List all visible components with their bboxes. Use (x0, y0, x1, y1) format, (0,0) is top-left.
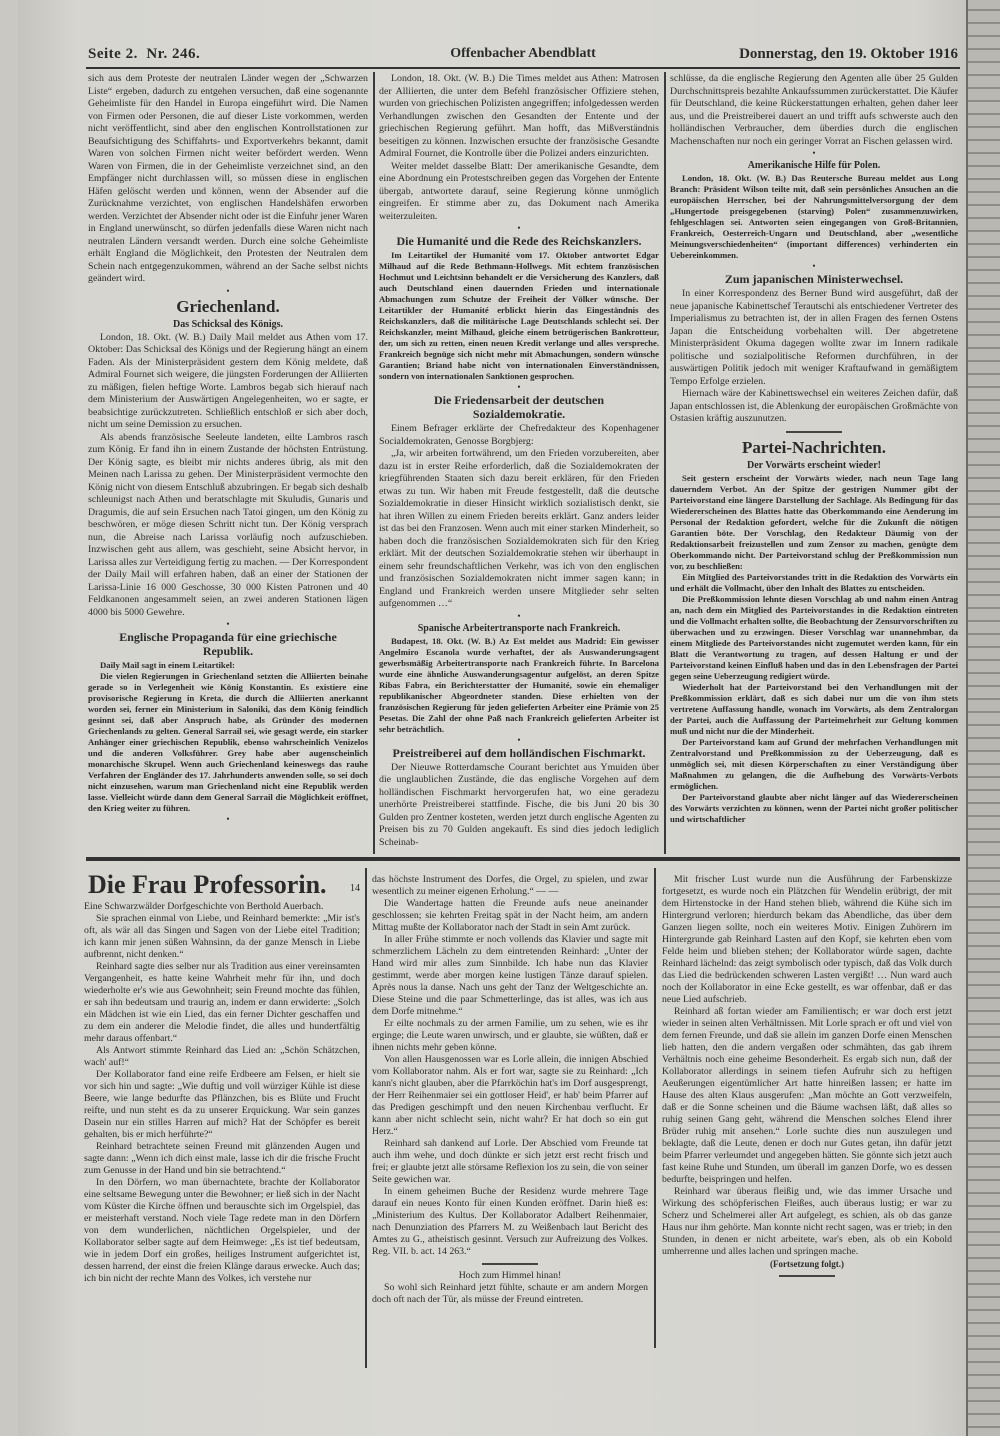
serial-title (88, 870, 360, 900)
article-paragraph: So wohl sich Reinhard jetzt fühlte, schaute er am andern Morgen doch oft nach der Tür, als müsse der Freund eintreten. (372, 1282, 648, 1305)
article-paragraph: Reinhard sah dankend auf Lorle. Der Abschied vom Freunde tat auch ihm wehe, und doch dünkte er sich jetzt erst recht frisch und frei; er glaubte jetzt alle störsame Reflexion los zu sein, die von seiner Seite gewichen war. (372, 1138, 648, 1185)
article-headline: Preistreiberei auf dem holländischen Fischmarkt. (392, 745, 646, 760)
article-paragraph: Einem Befrager erklärte der Chefredakteur des Kopenhagener Socialdemokraten, Genosse Borgbjerg: (379, 423, 659, 447)
section-separator-dot: • (517, 223, 521, 233)
article-paragraph: Budapest, 18. Okt. (W. B.) Az Est meldet aus Madrid: Ein gewisser Angelmiro Escanola wurde verhaftet, der als Auswanderungsagent gewerbsmäßig Arbeitertransporte nach Frankreich führte. In Barcelona wurde eine ähnliche Auswanderungsagentur aufgelöst, an deren Spitze Ribas Fabra, ein Berichterstatter der Humanité, sowie ein ehemaliger republikanischer Abgeordneter standen. Diese erhielten von der französischen Regierung für jeden gelieferten Arbeiter eine Prämie von 25 Pesetas. Die Zahl der ohne Paß nach Frankreich gelieferten Arbeiter ist sehr beträchtlich. (379, 635, 659, 734)
article-paragraph: Der Parteivorstand glaubte aber nicht länger auf das Wiedererscheinen des Vorwärts verzichten zu können, wenn der Partei nicht großer politischer und wirtschaftlicher (670, 791, 958, 824)
column-divider (654, 868, 656, 1348)
article-paragraph: In aller Frühe stimmte er noch vollends das Klavier und sagte mit schmerzlichem Lächeln zu dem eintretenden Reinhard: „Unter der Hand wird mir alles zum Sinnbilde. Ich habe nun das Klavier gestimmt, werde aber morgen keine lustigen Tänze darauf spielen. Après nous la danse. Nach uns geht der Tanz der Weltgeschichte an. Diese Steine und die paar Schmetterlinge, das ist alles, was ich aus dem Dorfe mitnehme.“ (372, 934, 648, 1017)
article-paragraph: Seit gestern erscheint der Vorwärts wieder, nach neun Tage lang dauerndem Verbot. An der Spitze der gestrigen Nummer gibt der Parteivorstand eine längere Darstellung der Sachlage. Als Bedingung für das Wiedererscheinen des Blattes hatte das Oberkommando eine Aenderung im Personal der Redaktion gefordert, welche für die Zukunft die nötigen Garantien böte. Der Vorschlag, den Redakteur Däumig von der Redaktionsarbeit freizustellen und zum Zensor zu machen, genügte dem Oberkommando nicht. Der Parteivorstand schlug der Preßkommission nun vor, zu beschließen: (670, 472, 958, 571)
news-column-2 (379, 73, 659, 849)
newspaper-title: Offenbacher Abendblatt (450, 46, 596, 61)
article-paragraph: Er eilte nochmals zu der armen Familie, um zu sehen, wie es ihr erginge; die Leute waren unwirsch, und er glaubte, sie wüßten, daß er ihnen nichts mehr geben könne. (372, 1018, 648, 1053)
installment-number: 14 (350, 883, 360, 894)
article-paragraph: In einer Korrespondenz des Berner Bund wird ausgeführt, daß der neue japanische Kabinettschef Terautschi als entschiedener Vertreter des Imperialismus zu betrachten ist, der in allen Fragen des fernen Ostens Japan die Entscheidung vorbehalten will. Der abgetretene Ministerpräsident Okuma dagegen wollte zwar im Innern radikale politische und sozialpolitische Reformen durchführen, in der auswärtigen Politik jedoch mit weniger Kraftaufwand in gemäßigtem Tempo Erfolge erzielen. (670, 288, 958, 387)
article-paragraph: das höchste Instrument des Dorfes, die Orgel, zu spielen, und zwar wesentlich zu meiner eigenen Erholung.“ — — (372, 874, 648, 897)
article-paragraph: London, 18. Okt. (W. B.) Die Times meldet aus Athen: Matrosen der Alliierten, die unter dem Befehl französischer Offiziere stehen, wurden von griechischen Polizisten angegriffen; infolgedessen werden Verhandlungen zwischen den Gesandten der Entente und der griechischen Regierung geführt. Man hofft, das Mißverständnis beseitigen zu können. Inzwischen ersuchte der französische Gesandte Admiral Fournet, die Kontrolle über die Polizei anders einzurichten. (379, 73, 659, 159)
article-paragraph: Reinhard war überaus fleißig und, wie das immer Ursache und Wirkung des schöpferischen Fleißes, auch überaus lustig; er war zu Scherz und Schelmerei aller Art aufgelegt, es schien, als ob das ganze Haus nur ihm gehörte. Man konnte nicht recht sagen, was er trieb; in den Stunden, in denen er nicht arbeitete, war's eben, als ob ein Kobold umherrenne und alles lachen und springen mache. (662, 1186, 952, 1257)
adjacent-page-edge (966, 0, 1000, 1436)
feuilleton-column-2 (372, 874, 648, 1306)
article-paragraph: Die vielen Regierungen in Griechenland setzten die Alliierten beinahe gerade so in Verlegenheit wie König Konstantin. Es existiere eine provisorische Regierung in Kreta, die durch die Alliierten anerkannt worden sei, ferner ein Ministerium in Saloniki, das dem König feindlich gesinnt sei, daß aber Anspruch habe, als Gründer des modernen Griechenlands zu gelten. General Sarrail sei, wie gesagt werde, ein starker Anhänger einer griechischen Republik, ebenso wahrscheinlich Venizelos und die anderen Volksführer. Grey habe aber augenscheinlich monarchische Skrupel. Wenn auch Griechenland keineswegs das rauhe Verfahren der Engländer des 17. Jahrhunderts anwenden solle, so sei doch nicht einzusehen, warum man Griechenland nicht eine Republik werden lasse. Vielleicht würde dann dem General Sarrail die Möglichkeit eröffnet, den Krieg weiter zu führen. (88, 671, 368, 813)
issue-date: Donnerstag, den 19. Oktober 1916 (739, 46, 958, 62)
article-paragraph: Der Kollaborator fand eine reife Erdbeere am Felsen, er hielt sie vor sich hin und sagte: „Wie duftig und voll würziger Kühle ist diese Beere, wie lange bedurfte das Pflänzchen, bis es Blüte und Frucht reifte, und nun steht es da zu unserer Erquickung. War sein ganzes Dasein nur ein stilles Harren auf mich? Hat der Schöpfer es bereit gehalten, bis er mich herführte?“ (84, 1069, 360, 1140)
column-divider (373, 72, 375, 854)
article-paragraph: Ein Mitglied des Parteivorstandes tritt in die Redaktion des Vorwärts ein und erhält die Vollmacht, über den Inhalt des Blattes zu entscheiden. (670, 571, 958, 593)
article-paragraph: Im Leitartikel der Humanité vom 17. Oktober antwortet Edgar Milhaud auf die Rede Bethmann-Hollwegs. Mit echtem französischen Hochmut und Leichtsinn behandelt er die Versicherung des Kanzlers, daß auch Deutschland einen dauernden Frieden und internationale Abmachungen zum Schutze der Freiheit der Völker wünsche. Der Leitartikler der Humanité erblickt hierin das Eingeständnis des Reichskanzlers, daß die militärische Lage Deutschlands schlecht sei. Der Reichskanzler, meint Milhaud, gleiche einem betrügerischen Bankrotteur, der, um sich zu retten, einen neuen Kredit verlange und alles verspreche. Frankreich begnüge sich nicht mehr mit Abmachungen, sondern wünsche Garantien; Briand habe nicht von internationalen Einverständnissen, sondern von internationalen Sanktionen gesprochen. (379, 250, 659, 381)
section-rule (786, 431, 842, 433)
section-separator-dot: • (812, 148, 816, 158)
article-paragraph: (Fortsetzung folgt.) (770, 1259, 844, 1269)
article-paragraph: In einem geheimen Buche der Residenz wurde mehrere Tage darauf ein neues Konto für einen Kunden eröffnet. Darin hieß es: „Ministerium des Kultus. Der Kollaborator Adalbert Reihenmaier, nach Denunziation des Pfarrers M. zu Weißenbach laut Bericht des Amtes zu G., atheistisch gesinnt. Versuch zur Aufreizung des Volkes. Reg. VII. b. act. 14 263.“ (372, 1186, 648, 1257)
article-paragraph: Reinhard betrachtete seinen Freund mit glänzenden Augen und sagte dann: „Wenn ich dich einst male, lasse ich dir die frische Frucht zum Genusse in der Hand und bin sie betrachtend.“ (84, 1141, 360, 1176)
article-paragraph: „Ja, wir arbeiten fortwährend, um den Frieden vorzubereiten, aber dazu ist in erster Reihe erforderlich, daß die Sozialdemokraten der kriegführenden Staaten sich dazu bereit erklären, für den Frieden etwas zu tun. Wir haben mit Freude festgestellt, daß die deutsche Sozialdemokratie in dieser Hinsicht wirklich sozialistisch denkt, sie hat ihren Willen zu einem Frieden bereits erklärt. Ganz anders leider ist das bei den Franzosen. Wenn auch mit einer starken Minderheit, so haben doch die französischen Sozialdemokraten sich für den Krieg erklärt. Mit der deutschen Sozialdemokratie stehen wir überhaupt in einem sehr freundschaftlichen Verkehr, was ich von den englischen und französischen Sozialdemokraten nicht immer sagen kann; in England und Frankreich werden unsere Mitglieder sehr selten aufgenommen …“ (379, 448, 659, 609)
article-paragraph: schlüsse, da die englische Regierung den Agenten alle über 25 Gulden Durchschnittspreis bezahlte Ankaufssummen zurückerstattet. Die Käufer für Deutschland, die keine Rückerstattungen erhalten, gehen daher leer aus, und die Preistreiberei dauert an und trifft aufs schwerste auch den holländischen Verbraucher, dem überdies durch die englischen Machenschaften nur noch ein geringer Vorrat an Fischen gelassen wird. (670, 73, 958, 147)
feuilleton-column-1 (84, 870, 360, 1285)
article-paragraph: Weiter meldet dasselbe Blatt: Der amerikanische Gesandte, dem eine Abordnung ein Protestschreiben gegen das Vorgehen der Entente übergab, antwortete darauf, seine Regierung könne unmöglich eingreifen. Er stimme aber zu, das Dokument nach Amerika weiterzuleiten. (379, 160, 659, 222)
serial-subtitle: Eine Schwarzwälder Dorfgeschichte von Berthold Auerbach. (84, 901, 324, 912)
article-headline: Englische Propaganda für eine griechische Republik. (119, 630, 337, 658)
article-paragraph: Reinhard sagte dies selber nur als Tradition aus einer vereinsamten Vergangenheit, es hatte keine Wahrheit mehr für ihn, und doch wiederholte er's wie aus Gewohnheit; sein Freund mochte das fühlen, er sah ihn bedeutsam und traurig an, indem er dann erwiderte: „Solch ein Mädchen ist wie ein Lied, das ein ferner Dichter geschaffen und zu dem ein anderer die Melodie findet, die alles und hundertfältig mehr daraus offenbart.“ (84, 961, 360, 1044)
article-paragraph: Die Preßkommission lehnte diesen Vorschlag ab und nahm einen Antrag an, nach dem ein Mitglied des Parteivorstandes in die Redaktion eintreten und die Vollmacht erhalten sollte, die Beobachtung der Zensurvorschriften zu überwachen und zu erzwingen. Dieser Vorschlag war unannehmbar, da einem Mitgliede des Parteivorstandes nicht zugemutet werden kann, für ein Blatt die Verantwortung zu tragen, auf dessen Haltung er und der Parteivorstand keinen Einfluß haben und das in den Lebensfragen der Partei gegen seine Ueberzeugung redigiert würde. (670, 593, 958, 681)
article-headline: Der Vorwärts erscheint wieder! (747, 459, 881, 471)
article-paragraph: Die Wandertage hatten die Freunde aufs neue aneinander geschlossen; sie kehrten Freitag spät in der Nacht heim, am andern Mittag mußte der Kollaborator nach der Stadt in sein Amt zurück. (372, 898, 648, 933)
page-number: Seite 2. (88, 46, 138, 62)
section-separator-dot: • (517, 382, 521, 392)
article-paragraph: Von allen Hausgenossen war es Lorle allein, die innigen Abschied vom Kollaborator nahm. Als er fort war, sagte sie zu Reinhard: „Ich kann's nicht glauben, aber die Pfarrköchin hat's im Dorf ausgesprengt, der Herr Reihenmaier sei ein gottloser Heid', er hab' beim Pfarrer auf das Predigen geschimpft und den neuen Kirchenbau verflucht. Er kann aber nicht schlecht sein, nicht wahr? Er hat doch so ein gut Herz.“ (372, 1054, 648, 1137)
article-paragraph: Reinhard aß fortan wieder am Familientisch; er war doch erst jetzt wieder in seinen alten Verhältnissen. Mit Lorle sprach er oft und viel von dem fernen Freunde, und daß sie allein im ganzen Dorfe einen Menschen lieb hatten, den die andern vergaßen oder schmähten, das gab ihrem Verhältnis noch eine geheime Besonderheit. Es ergab sich nun, daß der Kollaborator allerdings in seinem tiefen Aufruhr sich zu heftigen Aeußerungen eigentümlicher Art hatte hinreißen lassen; er hatte im Hause des alten Klaus ausgerufen: „Man möchte an Gott verzweifeln, daß er die Sonne scheinen und die Bäume wachsen läßt, daß alles so ruhig seinen Gang geht, während die Menschen solches Elend ihrer Brüder ruhig mit ansehen.“ Lorle suchte dies nun auszulegen und beklagte, daß die Leute, denen er doch nur Gutes getan, ihn dafür jetzt beim Pfarrer verleumdet und angegeben hätten. Sie gönnte sich jetzt auch fast keine Ruhe und Stunden, um überall im ganzen Dorfe, wo es dessen bedurfte, beispringen und helfen. (662, 1006, 952, 1185)
section-separator-dot: • (517, 734, 521, 745)
news-column-3 (670, 73, 958, 825)
page-header (88, 46, 958, 66)
article-paragraph: Wiederholt hat der Parteivorstand bei den Verhandlungen mit der Preßkommission erklärt, daß es sich dabei nur um die von ihm stets vertretene Auffassung handle, wonach im Vorwärts, als dem Zentralorgan der Partei, auch die Auffassung der Parteimehrheit zur Geltung kommen muß und nicht nur die der Minderheit. (670, 681, 958, 736)
article-paragraph: Der Nieuwe Rotterdamsche Courant berichtet aus Ymuiden über die unglaublichen Zustände, die das englische Vorgehen auf dem holländischen Fischmarkt hervorgerufen hat, wo eine geradezu unerhörte Preistreiberei stattfinde. Fische, die bis Juni 20 bis 30 Gulden pro Zentner kosteten, werden jetzt durch englische Agenten zu Preisen bis zu 70 Gulden angekauft. Es sind dies jedoch lediglich Scheinab- (379, 761, 659, 848)
header-rule (86, 67, 960, 69)
article-paragraph: London, 18. Okt. (W. B.) Daily Mail meldet aus Athen vom 17. Oktober: Das Schicksal des Königs und der Regierung hängt an einem Faden. Als der Ministerpräsident gestern dem König meldete, daß Admiral Fournet sich weigere, die jüngsten Forderungen der Alliierten zu mäßigen, fielen heftige Worte. Lambros begab sich hierauf nach dem Ministerium der Auswärtigen Angelegenheiten, wo er sagte, er beabsichtige zurückzutreten. Schließlich entschloß er sich aber doch, nicht um seine Demission zu ersuchen. (88, 331, 368, 430)
feuilleton-rule (86, 857, 960, 861)
section-separator-dot: • (226, 814, 230, 824)
article-paragraph: Sie sprachen einmal von Liebe, und Reinhard bemerkte: „Mir ist's oft, als wär all das Singen und Sagen von der Liebe eitel Tradition; ich kann mir jenen süßen Wahnsinn, da der ganze Mensch in Liebe aufbrennt, nicht denken.“ (84, 913, 360, 960)
article-paragraph: sich aus dem Proteste der neutralen Länder wegen der „Schwarzen Liste“ ergeben, dadurch zu entgehen versuchen, daß eine sogenannte Geheimliste für den Handel in Europa eingeführt wird. Die Namen von Firmen oder Personen, die auf dieser Liste vorkommen, werden nicht veröffentlicht, sind aber den englischen Kontrollstationen zur Beaufsichtigung des Schiffahrts- und Exportverkehrs bekannt, damit Waren von solchen Firmen nicht weiter befördert werden. Wenn Waren von Firmen, die in der Geheimliste verzeichnet sind, an den Empfänger nicht durchlassen will, so müssen diese in englischen Häfen gelöscht werden und können, wenn der Absender auf die Zurücknahme verzichtet, von englischen Handelshäfen erworben werden. Verzichtet der Absender nicht oder ist die Einfuhr jener Waren in England unerwünscht, so dürfen jedenfalls diese Waren nicht nach neutralen Ländern versandt werden. Durch eine solche Geheimliste erhält England die Möglichkeit, den Protesten der Neutralen dem Schein nach entgegenzukommen, während an der Sache selbst nichts geändert wird. (88, 73, 368, 284)
article-headline: Spanische Arbeitertransporte nach Frankreich. (417, 622, 621, 634)
article-paragraph: Der Parteivorstand kam auf Grund der mehrfachen Verhandlungen mit Zentralvorstand und Preßkommission zu der Ueberzeugung, daß es unmöglich sei, mit diesen Körperschaften zu einer Verständigung über Maßnahmen zu gelangen, die die Aufhebung des Vorwärts-Verbots ermöglichen. (670, 736, 958, 791)
article-headline: Die Friedensarbeit der deutschen Sozialdemokratie. (433, 393, 605, 421)
article-paragraph: Hoch zum Himmel hinan! (458, 1270, 562, 1281)
article-paragraph: Hiernach wäre der Kabinettswechsel ein weiteres Zeichen dafür, daß Japan entschlossen ist, die Ablenkung der europäischen Großmächte von Ostasien kräftig auszunutzen. (670, 388, 958, 424)
section-separator-dot: • (812, 261, 816, 271)
article-paragraph: Mit frischer Lust wurde nun die Ausführung der Farbenskizze fortgesetzt, es wurde noch ein Plätzchen für Wendelin erübrigt, der mit dem Hirtenstocke in der Hand stehen blieb, während die Kühe sich im Hintergrund verloren; hierdurch bekam das Abendliche, das über dem Ganzen liegen sollte, noch ein weiteres Motiv. Einigen Zuhörern im Hintergrunde gab Reinhard Lasten auf den Kopf, sie kehrten eben vom Felde heim und blieben stehen; der Kollaborator würde sagen, dachte Reinhard lächelnd: das zeigt symbolisch oder typisch, daß das Volk durch das Lied die bedrückenden schweren Lasten vergißt! … Nun ward auch noch der Kollaborator in eine Ecke gestellt, es war offenbar, daß er das neue Lied aufschrieb. (662, 874, 952, 1005)
article-paragraph: In den Dörfern, wo man übernachtete, brachte der Kollaborator eine seltsame Bewegung unter die Bewohner; er ließ sich in der Nacht vom Küster die Kirche öffnen und berauschte sich im Orgelspiel, das er meisterhaft verstand. Noch viele Tage redete man in den Dörfern von dem wunderlichen, nächtlichen Orgelspieler, und der Kollaborator selber sagte auf dem Heimwege: „Es ist tief bedeutsam, wie in jedem Dorf ein großes, heiliges Instrument aufgerichtet ist, dessen harrend, der einst die freien Klänge daraus erwecke. Auch das; ich bin nicht der rechte Mann des Volkes, ich verstehe nur (84, 1177, 360, 1284)
article-paragraph: London, 18. Okt. (W. B.) Das Reutersche Bureau meldet aus Long Branch: Präsident Wilson teilte mit, daß sein persönliches Ansuchen an die europäischen Herrscher, bei der Nahrungsmittelversorgung der dem „Hungertode preisgegebenen (starving) Polen“ zusammenzuwirken, fehlgeschlagen sei. Antworten seien eingegangen von Groß-Britannien, Frankreich, Oesterreich-Ungarn und Deutschland, aber „wesentliche Meinungsverschiedenheiten“ (important differences) verhinderten ein Uebereinkommen. (670, 173, 958, 260)
article-headline: Partei-Nachrichten. (742, 437, 886, 457)
section-separator-dot: • (226, 285, 230, 296)
column-divider (365, 868, 367, 1368)
section-rule (482, 1263, 538, 1265)
news-column-1 (88, 73, 368, 824)
section-rule (779, 1275, 835, 1277)
article-headline: Amerikanische Hilfe für Polen. (747, 160, 881, 171)
article-headline: Die Humanité und die Rede des Reichskanzlers. (396, 234, 642, 248)
article-headline: Zum japanischen Ministerwechsel. (724, 272, 904, 286)
article-paragraph: Als abends französische Seeleute landeten, eilte Lambros rasch zum König. Er fand ihn in einem Zustande der höchsten Entrüstung. Der König sagte, es bleibt mir nichts anderes übrig, als mit den Meinen nach Larissa zu gehen. Der Ministerpräsident vermochte den König nicht von diesem Entschluß abzubringen. Er begab sich deshalb schleunigst nach Athen und beratschlagte mit Skuludis, Gunaris und Dragumis, die auf sein Ersuchen nach Tatoi gingen, um den König zu beschwören, er möge diesen Schritt nicht tun. Der König versprach nun, die Abreise nach Larissa vorläufig noch aufzuschieben. Inzwischen geht aus allem, was geschieht, seine Absicht hervor, in Larissa alles zur Verteidigung fertig zu machen. — Der Korrespondent der Daily Mail will erfahren haben, daß an einer der Stationen der Larissa-Linie 16 000 Geschosse, 30 000 Kisten Patronen und 40 Feldkanonen angesammelt seien, an zwei anderen Stationen lägen 4000 bis 5000 Gewehre. (88, 431, 368, 618)
column-divider (664, 72, 666, 854)
feuilleton-column-3 (662, 874, 952, 1282)
section-separator-dot: • (226, 619, 230, 629)
article-paragraph: Als Antwort stimmte Reinhard das Lied an: „Schön Schätzchen, wach' auf!“ (84, 1045, 360, 1068)
serial-title-text: Die Frau Professorin. (88, 870, 327, 899)
article-paragraph: Daily Mail sagt in einem Leitartikel: (100, 660, 235, 670)
article-headline: Griechenland. (176, 296, 280, 316)
section-separator-dot: • (517, 610, 521, 621)
article-headline: Das Schicksal des Königs. (172, 318, 284, 330)
issue-number: Nr. 246. (146, 46, 201, 62)
